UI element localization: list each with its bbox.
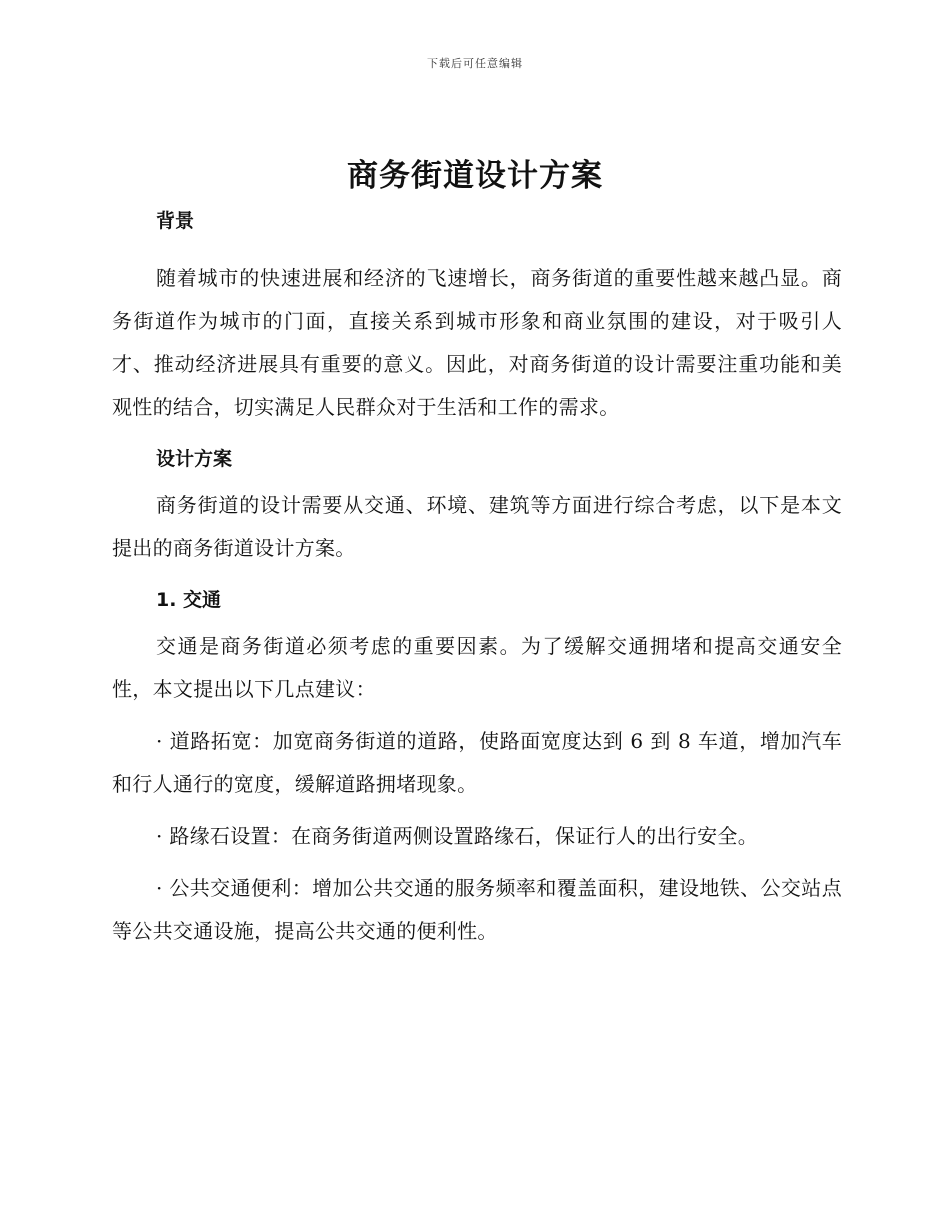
document-title: 商务街道设计方案 (347, 158, 603, 194)
design-paragraph: 商务街道的设计需要从交通、环境、建筑等方面进行综合考虑，以下是本文提出的商务街道设计方案。 (112, 493, 842, 560)
background-paragraph: 随着城市的快速进展和经济的飞速增长，商务街道的重要性越来越凸显。商务街道作为城市的门面，直接关系到城市形象和商业氛围的建设，对于吸引人才、推动经济进展具有重要的意义。因此，对商务街道的设计需要注重功能和美观性的结合，切实满足人民群众对于生活和工作的需求。 (112, 266, 842, 419)
traffic-bullet-road-widening: · 道路拓宽：加宽商务街道的道路，使路面宽度达到 6 到 8 车道，增加汽车和行人通行的宽度，缓解道路拥堵现象。 (112, 729, 842, 796)
traffic-bullet-public-transport: · 公共交通便利：增加公共交通的服务频率和覆盖面积，建设地铁、公交站点等公共交通设施，提高公共交通的便利性。 (112, 876, 842, 943)
header-note: 下载后可任意编辑 (427, 57, 523, 70)
section-heading-traffic: 1. 交通 (156, 589, 222, 611)
traffic-bullet-curb-stones: · 路缘石设置：在商务街道两侧设置路缘石，保证行人的出行安全。 (156, 824, 759, 848)
section-heading-background: 背景 (156, 210, 195, 232)
document-body (112, 205, 842, 953)
traffic-intro-paragraph: 交通是商务街道必须考虑的重要因素。为了缓解交通拥堵和提高交通安全性，本文提出以下几点建议： (112, 634, 842, 701)
section-heading-design: 设计方案 (156, 448, 233, 470)
